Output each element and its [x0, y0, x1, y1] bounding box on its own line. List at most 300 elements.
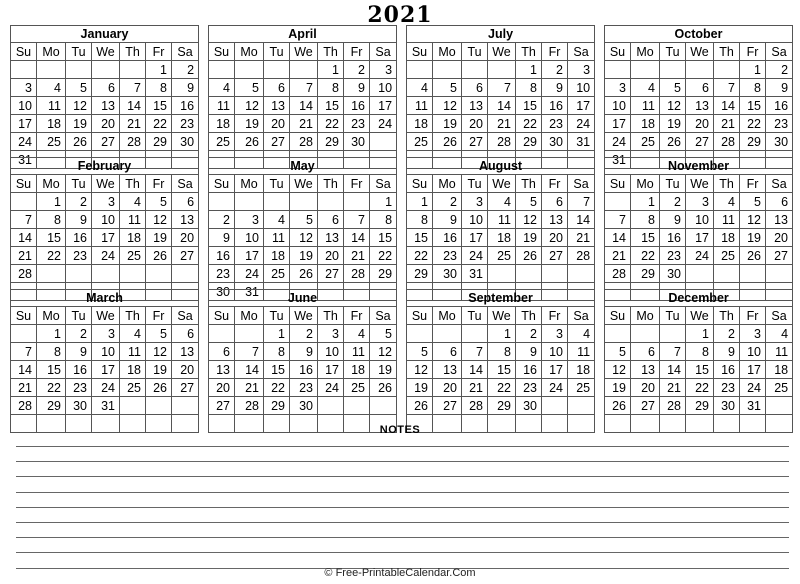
day-cell: 27: [686, 133, 714, 151]
day-cell: [714, 265, 740, 283]
day-cell: 3: [740, 325, 766, 343]
weekday-header: Sa: [370, 43, 397, 61]
day-cell: 26: [235, 133, 264, 151]
week-row: [407, 193, 595, 211]
week-row: [209, 115, 397, 133]
day-cell: 21: [11, 379, 37, 397]
day-cell: 14: [660, 361, 686, 379]
day-cell: [235, 193, 264, 211]
day-cell: 11: [631, 97, 660, 115]
day-cell: 22: [407, 247, 433, 265]
day-cell: 23: [660, 247, 686, 265]
weekday-header: Mo: [235, 43, 264, 61]
week-row: [605, 265, 793, 283]
day-cell: 27: [172, 247, 199, 265]
day-cell: 1: [686, 325, 714, 343]
weekday-header: Mo: [433, 307, 462, 325]
day-cell: 18: [488, 229, 516, 247]
day-cell: 10: [605, 97, 631, 115]
day-cell: 3: [92, 325, 120, 343]
weekday-header: Sa: [172, 175, 199, 193]
month-table: [604, 25, 793, 169]
day-cell: [568, 265, 595, 283]
week-row: [209, 229, 397, 247]
weekday-header: Fr: [740, 43, 766, 61]
week-row: [407, 247, 595, 265]
weekday-header: Su: [605, 307, 631, 325]
day-cell: 8: [37, 343, 66, 361]
day-cell: 15: [146, 97, 172, 115]
day-cell: 15: [37, 361, 66, 379]
weekday-header: Fr: [344, 307, 370, 325]
day-cell: 13: [209, 361, 235, 379]
month-table: [208, 289, 397, 433]
day-cell: 27: [209, 397, 235, 415]
week-row: [11, 265, 199, 283]
day-cell: 19: [433, 115, 462, 133]
day-cell: 17: [370, 97, 397, 115]
day-cell: 27: [318, 265, 344, 283]
day-cell: [686, 265, 714, 283]
day-cell: 18: [209, 115, 235, 133]
day-cell: [660, 61, 686, 79]
day-cell: 21: [660, 379, 686, 397]
day-cell: 28: [568, 247, 595, 265]
day-cell: 1: [516, 61, 542, 79]
day-cell: [120, 397, 146, 415]
week-row: [11, 133, 199, 151]
day-cell: 21: [605, 247, 631, 265]
weekday-header: Su: [407, 307, 433, 325]
day-cell: 16: [516, 361, 542, 379]
day-cell: 11: [568, 343, 595, 361]
day-cell: 5: [370, 325, 397, 343]
day-cell: 2: [433, 193, 462, 211]
week-row: [407, 61, 595, 79]
day-cell: 4: [714, 193, 740, 211]
day-cell: 13: [172, 211, 199, 229]
weekday-header: Sa: [766, 175, 793, 193]
day-cell: 18: [631, 115, 660, 133]
day-cell: 15: [407, 229, 433, 247]
day-cell: 29: [370, 265, 397, 283]
day-cell: 30: [172, 133, 199, 151]
weekday-header: Tu: [660, 43, 686, 61]
notes-title: NOTES: [379, 424, 421, 436]
day-cell: 7: [290, 79, 318, 97]
day-cell: 25: [264, 265, 290, 283]
day-cell: [462, 325, 488, 343]
day-cell: 11: [488, 211, 516, 229]
weekday-header: Sa: [370, 175, 397, 193]
day-cell: 20: [433, 379, 462, 397]
day-cell: 12: [290, 229, 318, 247]
day-cell: 16: [66, 361, 92, 379]
week-row: [11, 193, 199, 211]
day-cell: 20: [766, 229, 793, 247]
day-cell: [631, 325, 660, 343]
day-cell: 13: [542, 211, 568, 229]
weekday-header: Tu: [66, 175, 92, 193]
day-cell: 29: [686, 397, 714, 415]
day-cell: 10: [568, 79, 595, 97]
weekday-header: Su: [11, 307, 37, 325]
day-cell: 26: [516, 247, 542, 265]
day-cell: 16: [66, 229, 92, 247]
weekday-header: Tu: [462, 43, 488, 61]
day-cell: 6: [766, 193, 793, 211]
day-cell: 11: [407, 97, 433, 115]
week-row: [605, 61, 793, 79]
day-cell: 8: [318, 79, 344, 97]
weekday-header: Tu: [264, 307, 290, 325]
week-row: [407, 79, 595, 97]
day-cell: 27: [631, 397, 660, 415]
day-cell: 3: [318, 325, 344, 343]
day-cell: 29: [516, 133, 542, 151]
week-row: [605, 115, 793, 133]
day-cell: [488, 61, 516, 79]
day-cell: 1: [318, 61, 344, 79]
note-line: [16, 522, 789, 523]
day-cell: 17: [235, 247, 264, 265]
day-cell: [605, 61, 631, 79]
day-cell: [344, 397, 370, 415]
month-name: August: [407, 158, 595, 175]
day-cell: 11: [264, 229, 290, 247]
week-row: [605, 133, 793, 151]
day-cell: 17: [11, 115, 37, 133]
day-cell: 6: [264, 79, 290, 97]
week-row: [11, 361, 199, 379]
day-cell: 24: [92, 247, 120, 265]
day-cell: 23: [209, 265, 235, 283]
month-december: [604, 289, 792, 433]
day-cell: 18: [120, 361, 146, 379]
month-march: [10, 289, 198, 433]
week-row: [605, 79, 793, 97]
day-cell: 25: [407, 133, 433, 151]
day-cell: 14: [235, 361, 264, 379]
week-row: [11, 379, 199, 397]
day-cell: 21: [488, 115, 516, 133]
day-cell: 20: [172, 361, 199, 379]
day-cell: [209, 61, 235, 79]
weekday-header: Mo: [631, 43, 660, 61]
day-cell: 16: [660, 229, 686, 247]
day-cell: 29: [407, 265, 433, 283]
day-cell: 2: [66, 193, 92, 211]
day-cell: 9: [344, 79, 370, 97]
month-name: February: [11, 158, 199, 175]
day-cell: 4: [37, 79, 66, 97]
month-table: [10, 157, 199, 301]
day-cell: [209, 325, 235, 343]
week-row: [605, 379, 793, 397]
day-cell: 26: [605, 397, 631, 415]
day-cell: [37, 265, 66, 283]
month-february: [10, 157, 198, 301]
weekday-header: Su: [209, 43, 235, 61]
week-row: [407, 97, 595, 115]
day-cell: 20: [631, 379, 660, 397]
week-row: [407, 325, 595, 343]
week-row: [209, 79, 397, 97]
day-cell: 26: [290, 265, 318, 283]
day-cell: 13: [92, 97, 120, 115]
day-cell: 10: [370, 79, 397, 97]
day-cell: 23: [172, 115, 199, 133]
day-cell: 29: [264, 397, 290, 415]
day-cell: 21: [344, 247, 370, 265]
day-cell: 29: [318, 133, 344, 151]
week-row: [605, 325, 793, 343]
day-cell: 12: [740, 211, 766, 229]
day-cell: 31: [11, 151, 37, 169]
day-cell: 28: [462, 397, 488, 415]
weekday-header: Fr: [146, 175, 172, 193]
weekday-header: We: [488, 175, 516, 193]
day-cell: 19: [66, 115, 92, 133]
week-row: [605, 361, 793, 379]
day-cell: 17: [318, 361, 344, 379]
weekday-header: Sa: [172, 43, 199, 61]
day-cell: 13: [631, 361, 660, 379]
weekday-header: Fr: [542, 307, 568, 325]
day-cell: 5: [433, 79, 462, 97]
day-cell: 12: [146, 211, 172, 229]
day-cell: [120, 265, 146, 283]
day-cell: 31: [740, 397, 766, 415]
day-cell: 21: [568, 229, 595, 247]
week-row: [11, 61, 199, 79]
note-line: [16, 461, 789, 462]
day-cell: 4: [631, 79, 660, 97]
day-cell: 25: [766, 379, 793, 397]
weekday-header: Th: [120, 43, 146, 61]
day-cell: 5: [605, 343, 631, 361]
day-cell: 8: [37, 211, 66, 229]
day-cell: 12: [370, 343, 397, 361]
day-cell: 4: [407, 79, 433, 97]
day-cell: 25: [631, 133, 660, 151]
day-cell: 2: [660, 193, 686, 211]
day-cell: [407, 61, 433, 79]
weekday-header: Tu: [462, 175, 488, 193]
day-cell: [740, 265, 766, 283]
day-cell: 29: [488, 397, 516, 415]
day-cell: [290, 61, 318, 79]
month-october: [604, 25, 792, 169]
day-cell: [172, 397, 199, 415]
day-cell: 14: [605, 229, 631, 247]
day-cell: 3: [542, 325, 568, 343]
weekday-header: Tu: [264, 43, 290, 61]
day-cell: 11: [344, 343, 370, 361]
day-cell: 19: [407, 379, 433, 397]
day-cell: 2: [66, 325, 92, 343]
day-cell: 19: [516, 229, 542, 247]
day-cell: 10: [318, 343, 344, 361]
day-cell: 27: [462, 133, 488, 151]
day-cell: 6: [209, 343, 235, 361]
day-cell: [714, 61, 740, 79]
week-row: [209, 265, 397, 283]
week-row: [407, 397, 595, 415]
day-cell: 19: [290, 247, 318, 265]
weekday-header: Th: [318, 175, 344, 193]
day-cell: 12: [660, 97, 686, 115]
day-cell: 25: [120, 379, 146, 397]
day-cell: 16: [766, 97, 793, 115]
day-cell: 23: [66, 379, 92, 397]
day-cell: 5: [235, 79, 264, 97]
month-table: [604, 157, 793, 301]
day-cell: 24: [605, 133, 631, 151]
month-table: [10, 25, 199, 169]
footer-copyright: © Free-PrintableCalendar.Com: [324, 567, 476, 579]
day-cell: 16: [714, 361, 740, 379]
day-cell: 24: [686, 247, 714, 265]
day-cell: [318, 397, 344, 415]
day-cell: 7: [488, 79, 516, 97]
day-cell: 8: [686, 343, 714, 361]
day-cell: 5: [146, 193, 172, 211]
day-cell: 15: [370, 229, 397, 247]
day-cell: 24: [740, 379, 766, 397]
day-cell: 21: [11, 247, 37, 265]
day-cell: [37, 61, 66, 79]
day-cell: 19: [740, 229, 766, 247]
day-cell: 18: [37, 115, 66, 133]
day-cell: 10: [542, 343, 568, 361]
day-cell: 17: [740, 361, 766, 379]
weekday-header: We: [290, 175, 318, 193]
week-row: [605, 397, 793, 415]
week-row: [11, 397, 199, 415]
weekday-header: Th: [120, 175, 146, 193]
day-cell: [66, 61, 92, 79]
day-cell: 5: [146, 325, 172, 343]
day-cell: [433, 325, 462, 343]
weekday-header: We: [686, 43, 714, 61]
day-cell: 29: [146, 133, 172, 151]
day-cell: 5: [516, 193, 542, 211]
day-cell: 1: [407, 193, 433, 211]
day-cell: 11: [37, 97, 66, 115]
month-may: [208, 157, 396, 301]
weekday-header: We: [92, 43, 120, 61]
day-cell: 20: [209, 379, 235, 397]
weekday-header: Th: [516, 307, 542, 325]
weekday-header: We: [92, 175, 120, 193]
day-cell: 18: [568, 361, 595, 379]
day-cell: 14: [290, 97, 318, 115]
week-row: [11, 79, 199, 97]
day-cell: 11: [209, 97, 235, 115]
day-cell: 30: [290, 397, 318, 415]
month-september: [406, 289, 594, 433]
weekday-header: Th: [318, 43, 344, 61]
month-table: [208, 25, 397, 169]
day-cell: 23: [66, 247, 92, 265]
week-row: [11, 229, 199, 247]
weekday-header: Su: [605, 43, 631, 61]
day-cell: 24: [318, 379, 344, 397]
day-cell: 21: [290, 115, 318, 133]
month-name: October: [605, 26, 793, 43]
day-cell: 9: [66, 211, 92, 229]
month-name: December: [605, 290, 793, 307]
day-cell: 18: [120, 229, 146, 247]
weekday-header: Mo: [37, 175, 66, 193]
weekday-header: Fr: [344, 175, 370, 193]
week-row: [209, 247, 397, 265]
day-cell: 25: [714, 247, 740, 265]
day-cell: 3: [11, 79, 37, 97]
day-cell: 15: [686, 361, 714, 379]
week-row: [209, 97, 397, 115]
day-cell: 24: [568, 115, 595, 133]
day-cell: 25: [209, 133, 235, 151]
weekday-header: We: [686, 307, 714, 325]
day-cell: 12: [433, 97, 462, 115]
day-cell: 26: [146, 247, 172, 265]
day-cell: 30: [209, 283, 235, 301]
day-cell: 24: [370, 115, 397, 133]
day-cell: 31: [568, 133, 595, 151]
month-name: May: [209, 158, 397, 175]
day-cell: 18: [714, 229, 740, 247]
day-cell: 30: [766, 133, 793, 151]
day-cell: 1: [37, 325, 66, 343]
day-cell: 17: [92, 361, 120, 379]
day-cell: 8: [264, 343, 290, 361]
day-cell: 17: [92, 229, 120, 247]
weekday-header: Th: [120, 307, 146, 325]
week-row: [11, 343, 199, 361]
week-row: [11, 97, 199, 115]
day-cell: 19: [660, 115, 686, 133]
weekday-header: Fr: [542, 43, 568, 61]
day-cell: 15: [318, 97, 344, 115]
month-table: [406, 289, 595, 433]
day-cell: 13: [264, 97, 290, 115]
day-cell: [11, 61, 37, 79]
week-row: [605, 229, 793, 247]
day-cell: 8: [146, 79, 172, 97]
day-cell: 14: [120, 97, 146, 115]
day-cell: 30: [660, 265, 686, 283]
day-cell: [92, 265, 120, 283]
day-cell: 6: [686, 79, 714, 97]
day-cell: [686, 61, 714, 79]
day-cell: 5: [407, 343, 433, 361]
week-row: [407, 343, 595, 361]
day-cell: 7: [235, 343, 264, 361]
day-cell: 10: [462, 211, 488, 229]
day-cell: [92, 61, 120, 79]
day-cell: 24: [235, 265, 264, 283]
weekday-header: Sa: [568, 175, 595, 193]
day-cell: 7: [714, 79, 740, 97]
day-cell: [542, 397, 568, 415]
day-cell: 26: [370, 379, 397, 397]
day-cell: 9: [172, 79, 199, 97]
day-cell: 8: [631, 211, 660, 229]
day-cell: 7: [660, 343, 686, 361]
day-cell: [120, 61, 146, 79]
